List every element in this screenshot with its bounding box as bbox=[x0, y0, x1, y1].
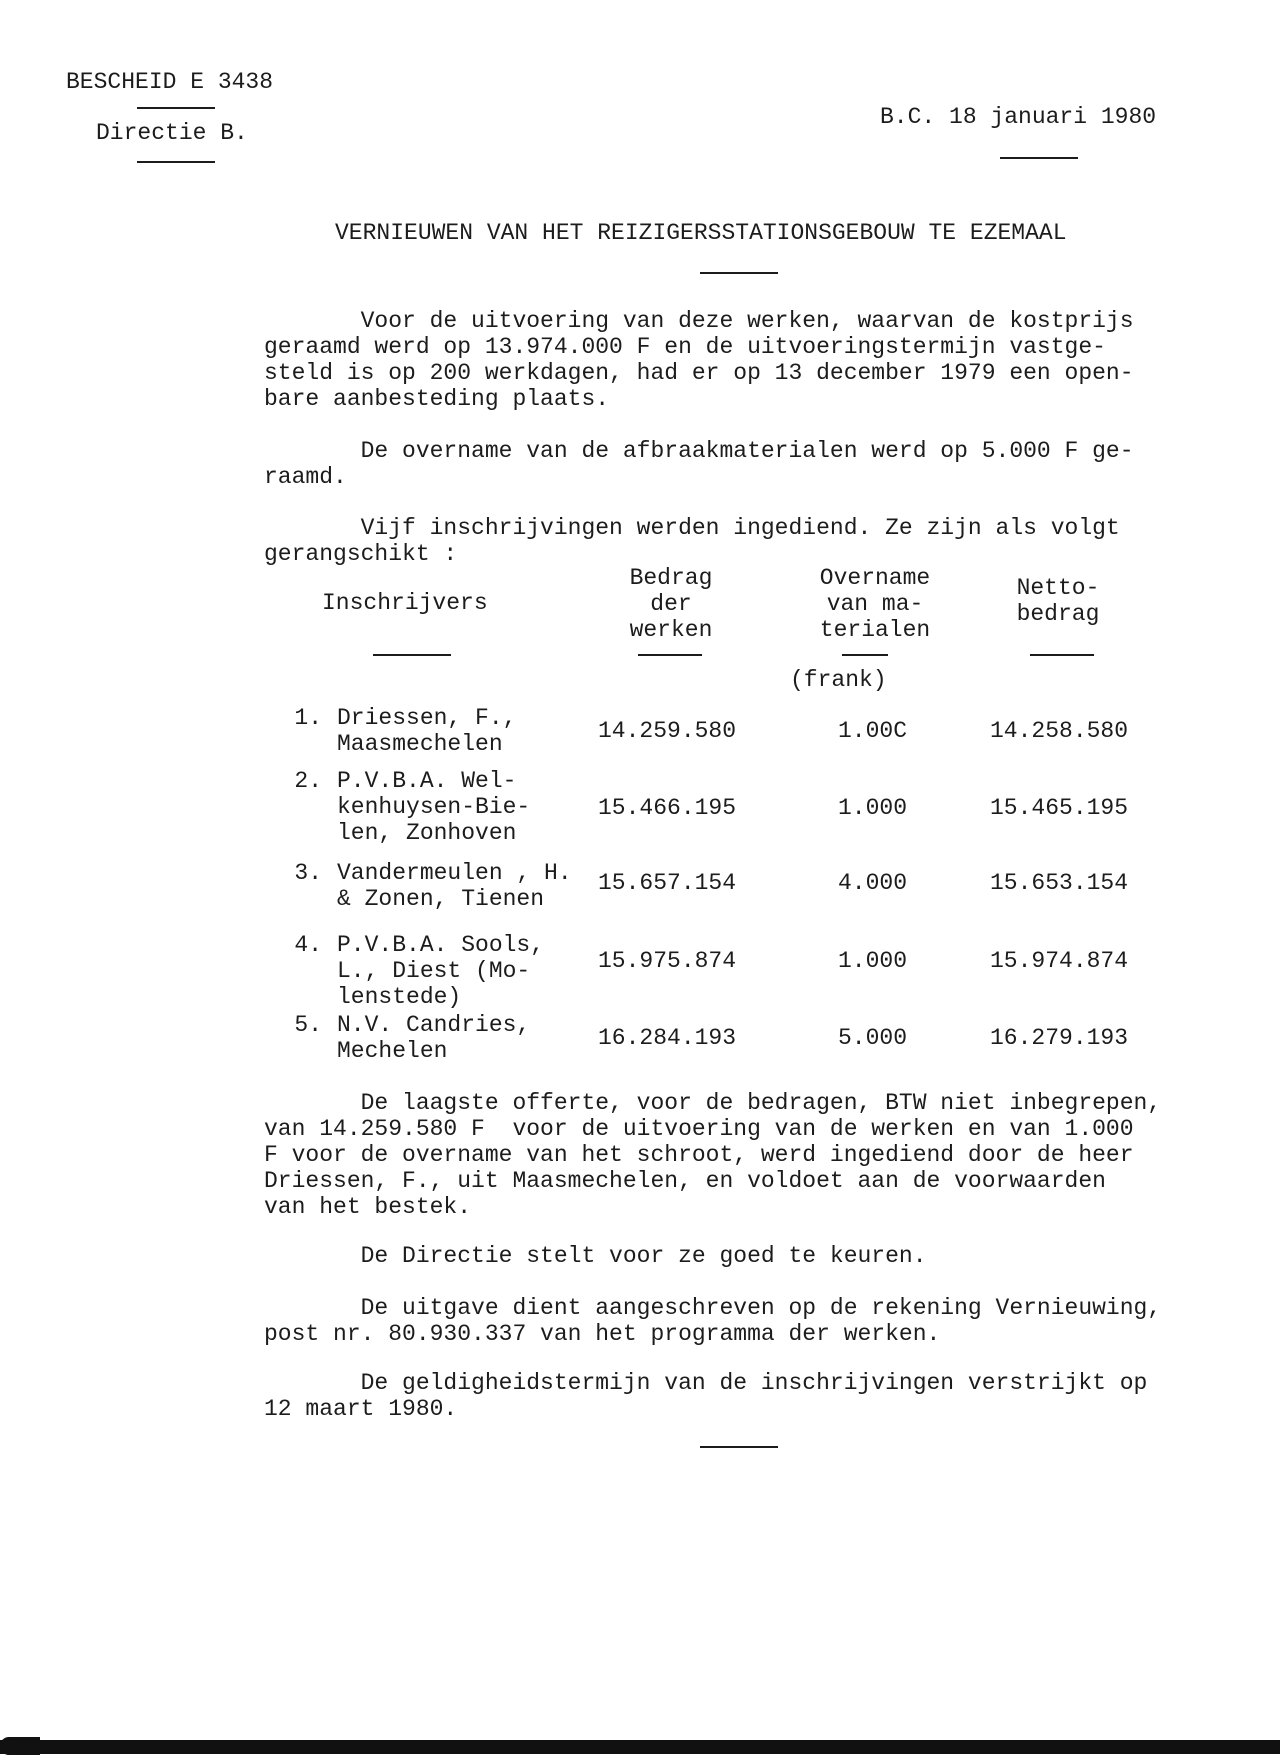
bidder-name: P.V.B.A. Sools, L., Diest (Mo- lenstede) bbox=[337, 932, 545, 1010]
document-title: VERNIEUWEN VAN HET REIZIGERSSTATIONSGEBOUW TE EZEMAAL bbox=[335, 220, 1067, 246]
bid-amount: 15.657.154 bbox=[598, 870, 737, 896]
bidder-name: Vandermeulen , H. & Zonen, Tienen bbox=[337, 860, 572, 912]
takeover-amount: 4.000 bbox=[838, 870, 908, 896]
paragraph-validity: De geldigheidstermijn van de inschrijvingen verstrijkt op 12 maart 1980. bbox=[264, 1370, 1148, 1422]
row-number: 3. bbox=[294, 860, 322, 886]
header-takeover: Overname van ma- terialen bbox=[819, 565, 931, 643]
paragraph-cost-estimate: Voor de uitvoering van deze werken, waarvan de kostprijs geraamd werd op 13.974.000 F en de uitvoeringstermijn vastge- steld is op 200 werkdagen, had er op 13 december 1979 een open- bare aanbesteding plaats. bbox=[264, 308, 1134, 412]
paragraph-materials: De overname van de afbraakmaterialen werd op 5.000 F ge- raamd. bbox=[264, 438, 1134, 490]
paragraph-ranking: Vijf inschrijvingen werden ingediend. Ze zijn als volgt gerangschikt : bbox=[264, 515, 1120, 567]
document-reference: BESCHEID E 3438 bbox=[66, 69, 274, 95]
net-amount: 14.258.580 bbox=[990, 718, 1129, 744]
row-number: 2. bbox=[294, 768, 322, 794]
bidder-name: N.V. Candries, Mechelen bbox=[337, 1012, 531, 1064]
takeover-amount: 1.000 bbox=[838, 948, 908, 974]
takeover-amount: 5.000 bbox=[838, 1025, 908, 1051]
document-date: B.C. 18 januari 1980 bbox=[880, 104, 1157, 130]
scan-edge-bar bbox=[0, 1740, 1280, 1754]
bid-amount: 16.284.193 bbox=[598, 1025, 737, 1051]
net-amount: 16.279.193 bbox=[990, 1025, 1129, 1051]
divider bbox=[373, 654, 451, 656]
bidder-name: P.V.B.A. Wel- kenhuysen-Bie- len, Zonhoven bbox=[337, 768, 531, 846]
row-number: 5. bbox=[294, 1012, 322, 1038]
divider bbox=[638, 654, 702, 656]
unit-label: (frank) bbox=[790, 667, 887, 693]
divider bbox=[700, 272, 778, 274]
bid-amount: 15.466.195 bbox=[598, 795, 737, 821]
net-amount: 15.974.874 bbox=[990, 948, 1129, 974]
header-bidders: Inschrijvers bbox=[322, 590, 488, 616]
paragraph-proposal: De Directie stelt voor ze goed te keuren. bbox=[264, 1243, 927, 1269]
bidder-name: Driessen, F., Maasmechelen bbox=[337, 705, 517, 757]
header-amount: Bedrag der werken bbox=[629, 565, 713, 643]
header-net: Netto- bedrag bbox=[1016, 575, 1100, 627]
takeover-amount: 1.000 bbox=[838, 795, 908, 821]
row-number: 1. bbox=[294, 705, 322, 731]
divider bbox=[137, 107, 215, 109]
takeover-amount: 1.00C bbox=[838, 718, 908, 744]
paragraph-lowest-offer: De laagste offerte, voor de bedragen, BTW niet inbegrepen, van 14.259.580 F voor de uitvoering van de werken en van 1.000 F voor de overname van het schroot, werd ingediend door de heer Driessen, F., uit Maasmechelen, en voldoet aan de voorwaarden van het bestek. bbox=[264, 1090, 1162, 1220]
net-amount: 15.465.195 bbox=[990, 795, 1129, 821]
bid-amount: 14.259.580 bbox=[598, 718, 737, 744]
bid-amount: 15.975.874 bbox=[598, 948, 737, 974]
paragraph-expense-account: De uitgave dient aangeschreven op de rekening Vernieuwing, post nr. 80.930.337 van het programma der werken. bbox=[264, 1295, 1162, 1347]
divider bbox=[700, 1446, 778, 1448]
row-number: 4. bbox=[294, 932, 322, 958]
department: Directie B. bbox=[96, 120, 248, 146]
divider bbox=[842, 654, 888, 656]
scan-edge-bar-end bbox=[0, 1737, 40, 1755]
divider bbox=[1000, 157, 1078, 159]
divider bbox=[1030, 654, 1094, 656]
divider bbox=[137, 161, 215, 163]
net-amount: 15.653.154 bbox=[990, 870, 1129, 896]
